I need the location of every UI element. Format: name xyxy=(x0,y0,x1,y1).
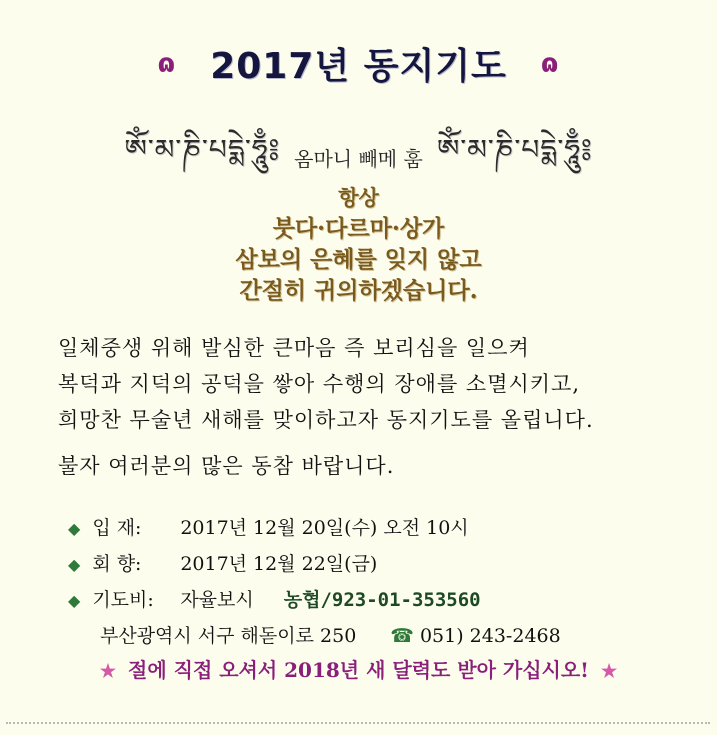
page-title: 2017년 동지기도 xyxy=(210,46,507,87)
info-value: 자율보시 xyxy=(180,589,254,611)
bank-account: 농협/923-01-353560 xyxy=(283,589,481,611)
address: 부산광역시 서구 해돋이로 250 xyxy=(100,625,357,647)
tibetan-mantra-right: ཨོཾ་མ་ཎི་པདྨེ་ཧཱུྃ༔ xyxy=(436,133,593,166)
body-line-4: 불자 여러분의 많은 동참 바랍니다. xyxy=(58,454,395,478)
header xyxy=(0,38,717,89)
vow-line-3: 삼보의 은혜를 잊지 않고 xyxy=(235,246,482,273)
vow-line-2: 붓다·다르마·상가 xyxy=(272,215,445,242)
vow-line-4: 간절히 귀의하겠습니다. xyxy=(239,277,478,304)
info-value: 2017년 12월 22일(금) xyxy=(180,553,378,575)
left-ornament-icon: ɷ xyxy=(157,48,177,79)
phone-number: 051) 243-2468 xyxy=(419,625,561,647)
body-line-1: 일체중생 위해 발심한 큰마음 즉 보리심을 일으켜 xyxy=(58,336,530,360)
diamond-bullet-icon: ◆ xyxy=(68,555,81,574)
address-row xyxy=(68,620,708,656)
tibetan-mantra-left: ཨོཾ་མ་ཎི་པདྨེ་ཧཱུྃ༔ xyxy=(124,133,281,166)
star-icon: ★ xyxy=(600,661,618,682)
korean-mantra: 옴마니 빼메 훔 xyxy=(294,147,423,171)
diamond-bullet-icon: ◆ xyxy=(68,519,81,538)
info-label: 회 향: xyxy=(92,553,142,575)
body-line-3: 희망찬 무술년 새해를 맞이하고자 동지기도를 올립니다. xyxy=(58,408,594,432)
body-text xyxy=(58,330,708,484)
phone-icon: ☎ xyxy=(390,625,414,647)
info-row-start xyxy=(68,512,708,548)
star-icon: ★ xyxy=(99,661,117,682)
footer-notice xyxy=(0,654,717,683)
info-label: 입 재: xyxy=(92,517,142,539)
info-row-end xyxy=(68,548,708,584)
info-row-offering xyxy=(68,584,708,620)
info-value: 2017년 12월 20일(수) 오전 10시 xyxy=(180,517,469,539)
diamond-bullet-icon: ◆ xyxy=(68,591,81,610)
refuge-vow xyxy=(0,182,717,306)
info-label: 기도비: xyxy=(92,589,154,611)
vow-line-1: 항상 xyxy=(338,185,379,210)
footer-text: 절에 직접 오셔서 2018년 새 달력도 받아 가십시오! xyxy=(128,658,589,682)
event-info xyxy=(68,512,708,656)
body-line-2: 복덕과 지덕의 공덕을 쌓아 수행의 장애를 소멸시키고, xyxy=(58,372,581,396)
right-ornament-icon: ɷ xyxy=(540,48,560,79)
dotted-divider xyxy=(6,722,710,726)
